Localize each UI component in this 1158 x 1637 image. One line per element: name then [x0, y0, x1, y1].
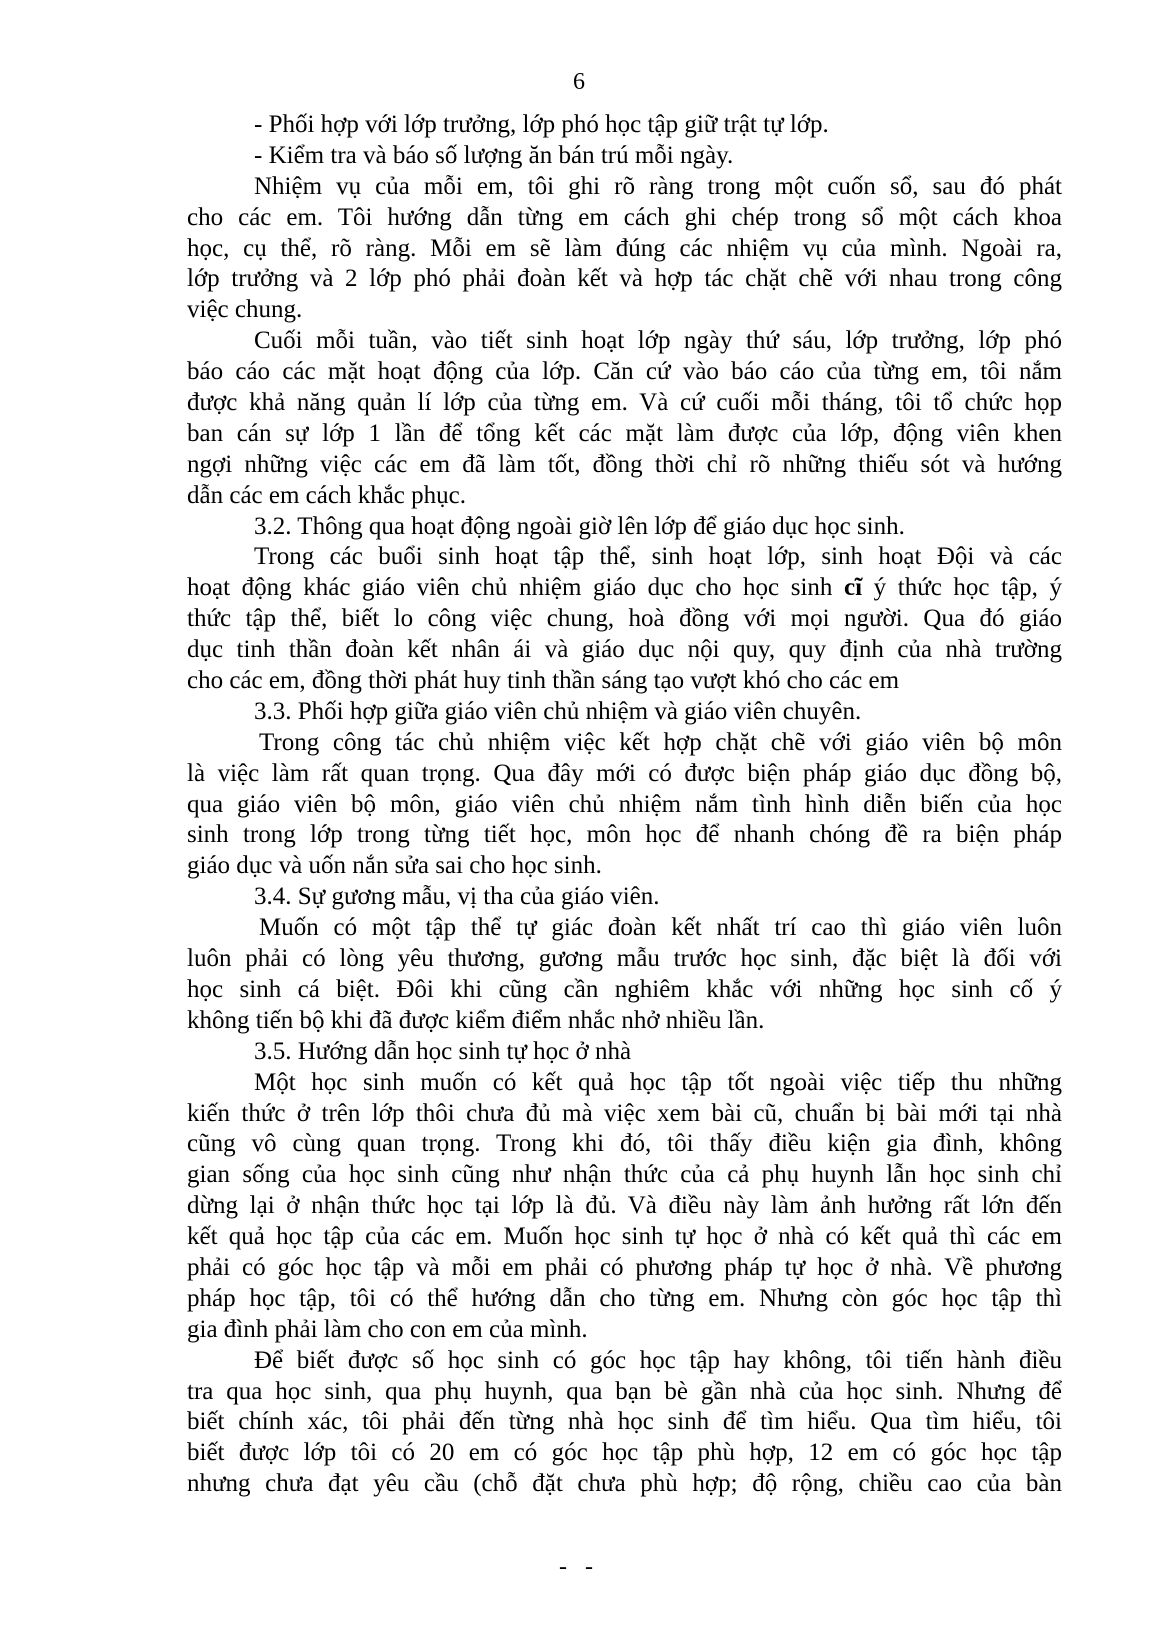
text-line — [187, 913, 1062, 944]
text-line — [187, 666, 1062, 697]
text-line — [187, 1253, 1062, 1284]
text-line — [187, 759, 1062, 790]
footer-mark: - - — [559, 1554, 599, 1580]
text-line-content: 3.3. Phối hợp giữa giáo viên chủ nhiệm và giáo viên chuyên. — [254, 697, 862, 725]
text-line-content: - Phối hợp với lớp trưởng, lớp phó học tập giữ trật tự lớp. — [254, 111, 829, 138]
text-line-content: biết được lớp tôi có 20 em có góc học tập phù hợp, 12 em có góc học tập — [187, 1439, 1062, 1467]
text-line-content: hoạt động khác giáo viên chủ nhiệm giáo dục cho học sinh — [187, 574, 833, 602]
text-line — [187, 1191, 1062, 1222]
text-line — [187, 851, 1062, 882]
text-line-content: lớp trưởng và 2 lớp phó phải đoàn kết và hợp tác chặt chẽ với nhau trong công — [187, 265, 1062, 293]
text-line-content: luôn phải có lòng yêu thương, gương mẫu trước học sinh, đặc biệt là đối với — [187, 945, 1062, 973]
text-line — [187, 1006, 1062, 1037]
text-line-content: cho các em, đồng thời phát huy tinh thần sáng tạo vượt khó cho các em — [187, 667, 900, 695]
text-line-tail: ý thức học tập, ý — [862, 574, 1062, 602]
text-line-content: kiến thức ở trên lớp thôi chưa đủ mà việc xem bài cũ, chuẩn bị bài mới tại nhà — [187, 1099, 1062, 1127]
text-line — [187, 1160, 1062, 1191]
text-line-content: 3.2. Thông qua hoạt động ngoài giờ lên lớp để giáo dục học sinh. — [254, 512, 905, 540]
text-line — [187, 357, 1062, 388]
text-line — [187, 1346, 1062, 1377]
text-line-content: ban cán sự lớp 1 lần để tổng kết các mặt làm được của lớp, động viên khen — [187, 419, 1062, 447]
text-line-content: được khả năng quản lí lớp của từng em. Và cứ cuối mỗi tháng, tôi tổ chức họp — [187, 389, 1062, 417]
text-line — [187, 1068, 1062, 1099]
text-line-content: kết quả học tập của các em. Muốn học sinh tự học ở nhà có kết quả thì các em — [187, 1223, 1062, 1251]
text-line-content: Để biết được số học sinh có góc học tập hay không, tôi tiến hành điều — [254, 1346, 1062, 1374]
text-line — [187, 975, 1062, 1006]
text-line-content: gia đình phải làm cho con em của mình. — [187, 1315, 588, 1343]
text-line-content: Cuối mỗi tuần, vào tiết sinh hoạt lớp ngày thứ sáu, lớp trưởng, lớp phó — [254, 327, 1062, 355]
text-line — [187, 326, 1062, 357]
text-line-content: Nhiệm vụ của mỗi em, tôi ghi rõ ràng trong một cuốn sổ, sau đó phát — [254, 172, 1062, 200]
text-line — [187, 234, 1062, 265]
text-line — [187, 481, 1062, 512]
text-line — [187, 1222, 1062, 1253]
text-line — [187, 388, 1062, 419]
text-line-content: - Kiểm tra và báo số lượng ăn bán trú mỗi ngày. — [254, 141, 734, 169]
text-line-content: pháp học tập, tôi có thể hướng dẫn cho từng em. Nhưng còn góc học tập thì — [187, 1284, 1062, 1312]
text-line — [187, 1469, 1062, 1500]
text-line-content: không tiến bộ khi đã được kiểm điểm nhắc nhở nhiều lần. — [187, 1006, 765, 1034]
text-line-content: 3.5. Hướng dẫn học sinh tự học ở nhà — [254, 1037, 632, 1065]
text-line-content: báo cáo các mặt hoạt động của lớp. Căn cứ vào báo cáo của từng em, tôi nắm — [187, 358, 1062, 386]
text-line — [187, 790, 1062, 821]
text-line — [187, 697, 1062, 728]
text-line-content: giáo dục và uốn nắn sửa sai cho học sinh. — [187, 852, 602, 880]
text-line — [187, 635, 1062, 666]
text-line — [187, 1129, 1062, 1160]
text-line-content: ngợi những việc các em đã làm tốt, đồng thời chỉ rõ những thiếu sót và hướng — [187, 450, 1062, 478]
text-line — [187, 1099, 1062, 1130]
bold-word: cĩ — [844, 574, 863, 602]
text-line — [187, 295, 1062, 326]
text-line — [187, 1284, 1062, 1315]
text-line — [187, 450, 1062, 481]
text-line — [187, 264, 1062, 295]
text-line-content: biết chính xác, tôi phải đến từng nhà học sinh để tìm hiểu. Qua tìm hiểu, tôi — [187, 1408, 1062, 1436]
text-line-content: nhưng chưa đạt yêu cầu (chỗ đặt chưa phù hợp; độ rộng, chiều cao của bàn — [187, 1470, 1062, 1498]
text-line — [187, 573, 1062, 604]
text-line-content: dẫn các em cách khắc phục. — [187, 481, 467, 509]
text-line-content: học, cụ thể, rõ ràng. Mỗi em sẽ làm đúng các nhiệm vụ của mình. Ngoài ra, — [187, 234, 1062, 262]
text-line-content: việc chung. — [187, 296, 303, 324]
text-line — [187, 728, 1062, 759]
text-line-content: thức tập thể, biết lo công việc chung, hoà đồng với mọi người. Qua đó giáo — [187, 605, 1062, 633]
text-line-content: gian sống của học sinh cũng như nhận thức của cả phụ huynh lẫn học sinh chỉ — [187, 1161, 1062, 1189]
text-line-content: phải có góc học tập và mỗi em phải có phương pháp tự học ở nhà. Về phương — [187, 1253, 1062, 1281]
text-line-content: dừng lại ở nhận thức học tại lớp là đủ. Và điều này làm ảnh hưởng rất lớn đến — [187, 1192, 1062, 1220]
text-line-content: cũng vô cùng quan trọng. Trong khi đó, tôi thấy điều kiện gia đình, không — [187, 1130, 1062, 1158]
text-line-content: Một học sinh muốn có kết quả học tập tốt ngoài việc tiếp thu những — [254, 1068, 1062, 1096]
body-text — [187, 110, 1062, 1500]
text-line — [187, 944, 1062, 975]
text-line — [187, 820, 1062, 851]
text-line — [187, 1315, 1062, 1346]
text-line — [187, 110, 1062, 141]
text-line-content: sinh trong lớp trong từng tiết học, môn học để nhanh chóng đề ra biện pháp — [187, 821, 1062, 849]
text-line-content: Muốn có một tập thể tự giác đoàn kết nhất trí cao thì giáo viên luôn — [259, 914, 1062, 942]
text-line-content: cho các em. Tôi hướng dẫn từng em cách ghi chép trong sổ một cách khoa — [187, 203, 1062, 231]
text-line — [187, 419, 1062, 450]
text-line — [187, 604, 1062, 635]
text-line-content: học sinh cá biệt. Đôi khi cũng cần nghiêm khắc với những học sinh cố ý — [187, 975, 1062, 1003]
text-line — [187, 172, 1062, 203]
text-line — [187, 141, 1062, 172]
text-line — [187, 1438, 1062, 1469]
text-line — [187, 512, 1062, 543]
text-line — [187, 542, 1062, 573]
page-number: 6 — [573, 69, 585, 95]
text-line — [187, 882, 1062, 913]
text-line — [187, 203, 1062, 234]
text-line-content: qua giáo viên bộ môn, giáo viên chủ nhiệm nắm tình hình diễn biến của học — [187, 790, 1062, 818]
text-line-content: dục tinh thần đoàn kết nhân ái và giáo dục nội quy, quy định của nhà trường — [187, 636, 1062, 664]
text-line — [187, 1407, 1062, 1438]
text-line-content: 3.4. Sự gương mẫu, vị tha của giáo viên. — [254, 883, 660, 911]
text-line-content: tra qua học sinh, qua phụ huynh, qua bạn bè gần nhà của học sinh. Nhưng để — [187, 1377, 1062, 1405]
text-line — [187, 1377, 1062, 1408]
text-line-content: Trong các buổi sinh hoạt tập thể, sinh hoạt lớp, sinh hoạt Đội và các — [254, 543, 1062, 571]
text-line-content: Trong công tác chủ nhiệm việc kết hợp chặt chẽ với giáo viên bộ môn — [259, 728, 1062, 756]
text-line-content: là việc làm rất quan trọng. Qua đây mới có được biện pháp giáo dục đồng bộ, — [187, 759, 1062, 787]
text-line — [187, 1037, 1062, 1068]
